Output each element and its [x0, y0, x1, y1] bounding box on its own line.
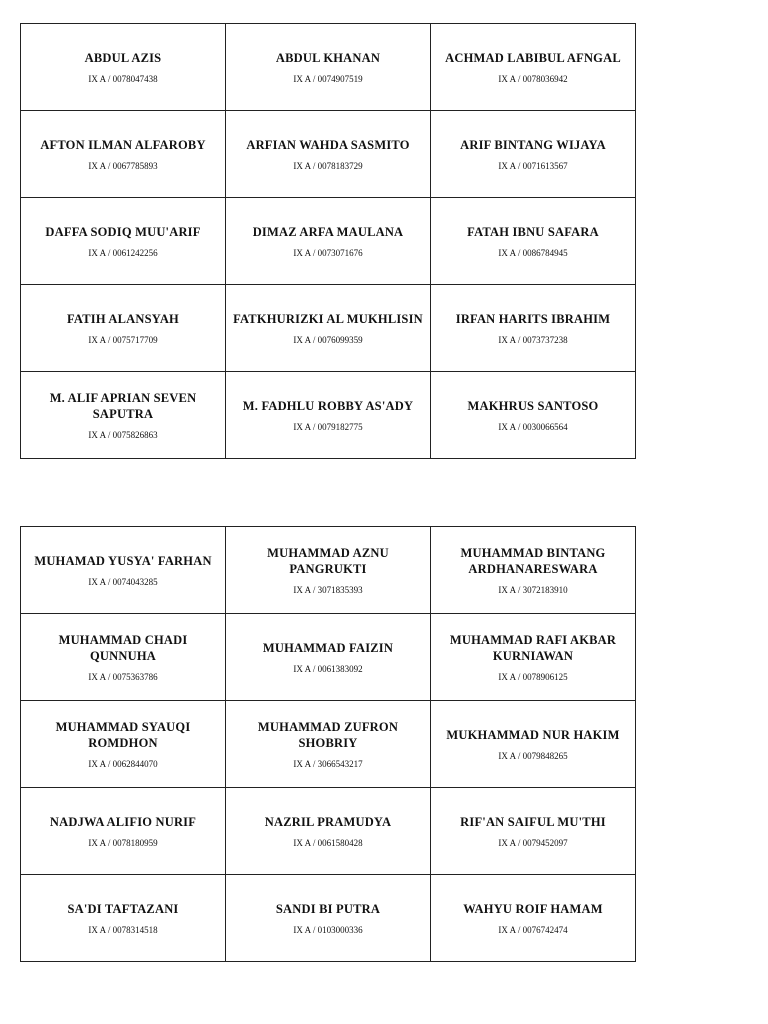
name-card: [21, 527, 226, 614]
student-id: IX A / 0062844070: [88, 758, 158, 769]
name-card: [226, 111, 431, 198]
name-card: [226, 198, 431, 285]
name-card: [431, 614, 636, 701]
student-id: IX A / 0074043285: [88, 576, 158, 587]
name-card: [226, 614, 431, 701]
student-id: IX A / 0075363786: [88, 671, 158, 682]
student-name: AFTON ILMAN ALFAROBY: [40, 137, 206, 152]
card-row: [21, 285, 636, 372]
card-row: [21, 198, 636, 285]
name-card: [431, 788, 636, 875]
student-id: IX A / 0078906125: [498, 671, 568, 682]
card-row: [21, 614, 636, 701]
name-card: [431, 875, 636, 962]
student-id: IX A / 0071613567: [498, 160, 568, 171]
card-row: [21, 788, 636, 875]
student-id: IX A / 0061242256: [88, 247, 158, 258]
name-card: [226, 527, 431, 614]
card-row: [21, 527, 636, 614]
student-name: MUKHAMMAD NUR HAKIM: [446, 727, 620, 742]
student-name: NAZRIL PRAMUDYA: [264, 814, 392, 829]
student-name: DIMAZ ARFA MAULANA: [252, 224, 404, 239]
student-name: SA'DI TAFTAZANI: [67, 901, 179, 916]
name-card-sheet-1: [20, 23, 636, 459]
name-card: [431, 372, 636, 459]
name-card: [226, 24, 431, 111]
student-name: ARIF BINTANG WIJAYA: [460, 137, 606, 152]
student-id: IX A / 3071835393: [293, 584, 363, 595]
student-name: MUHAMMAD CHADI QUNNUHA: [58, 632, 188, 663]
name-card: [226, 701, 431, 788]
student-id: IX A / 0103000336: [293, 924, 363, 935]
student-id: IX A / 0073737238: [498, 334, 568, 345]
student-id: IX A / 0074907519: [293, 73, 363, 84]
student-name: MUHAMAD YUSYA' FARHAN: [34, 553, 212, 568]
student-name: ABDUL AZIS: [84, 50, 162, 65]
student-id: IX A / 0078180959: [88, 837, 158, 848]
name-card: [21, 788, 226, 875]
student-name: FATAH IBNU SAFARA: [467, 224, 599, 239]
card-row: [21, 875, 636, 962]
student-name: M. FADHLU ROBBY AS'ADY: [242, 398, 414, 413]
student-id: IX A / 0075717709: [88, 334, 158, 345]
name-card: [226, 285, 431, 372]
student-id: IX A / 0078183729: [293, 160, 363, 171]
student-name: MUHAMMAD BINTANG ARDHANARESWARA: [460, 545, 606, 576]
name-card: [21, 701, 226, 788]
student-name: MUHAMMAD SYAUQI ROMDHON: [55, 719, 191, 750]
student-id: IX A / 0030066564: [498, 421, 568, 432]
student-id: IX A / 0061580428: [293, 837, 363, 848]
student-name: MAKHRUS SANTOSO: [467, 398, 599, 413]
student-name: M. ALIF APRIAN SEVEN SAPUTRA: [49, 390, 197, 421]
student-id: IX A / 0078036942: [498, 73, 568, 84]
student-name: RIF'AN SAIFUL MU'THI: [460, 814, 606, 829]
student-id: IX A / 3072183910: [498, 584, 568, 595]
student-id: IX A / 3066543217: [293, 758, 363, 769]
name-card: [21, 285, 226, 372]
student-name: SANDI BI PUTRA: [275, 901, 381, 916]
student-name: ARFIAN WAHDA SASMITO: [246, 137, 410, 152]
student-name: FATIH ALANSYAH: [67, 311, 179, 326]
name-card: [431, 111, 636, 198]
name-card: [21, 24, 226, 111]
card-row: [21, 372, 636, 459]
card-row: [21, 111, 636, 198]
name-card: [21, 111, 226, 198]
name-card: [431, 24, 636, 111]
name-card: [431, 198, 636, 285]
student-id: IX A / 0076099359: [293, 334, 363, 345]
student-id: IX A / 0086784945: [498, 247, 568, 258]
student-id: IX A / 0079848265: [498, 750, 568, 761]
student-name: DAFFA SODIQ MUU'ARIF: [45, 224, 201, 239]
name-card: [431, 285, 636, 372]
student-name: NADJWA ALIFIO NURIF: [49, 814, 197, 829]
name-card: [226, 788, 431, 875]
student-name: IRFAN HARITS IBRAHIM: [455, 311, 611, 326]
student-name: MUHAMMAD FAIZIN: [262, 640, 394, 655]
name-card: [431, 701, 636, 788]
student-name: MUHAMMAD ZUFRON SHOBRIY: [257, 719, 399, 750]
name-card-sheet-2: [20, 526, 636, 962]
name-card: [21, 198, 226, 285]
card-row: [21, 701, 636, 788]
student-name: MUHAMMAD RAFI AKBAR KURNIAWAN: [449, 632, 617, 663]
name-card: [21, 372, 226, 459]
name-card: [21, 875, 226, 962]
student-name: ACHMAD LABIBUL AFNGAL: [445, 50, 621, 65]
student-id: IX A / 0079452097: [498, 837, 568, 848]
student-name: ABDUL KHANAN: [275, 50, 381, 65]
student-name: FATKHURIZKI AL MUKHLISIN: [233, 311, 423, 326]
student-id: IX A / 0076742474: [498, 924, 568, 935]
name-card: [21, 614, 226, 701]
student-id: IX A / 0078314518: [88, 924, 158, 935]
student-id: IX A / 0079182775: [293, 421, 363, 432]
student-id: IX A / 0073071676: [293, 247, 363, 258]
student-name: MUHAMMAD AZNU PANGRUKTI: [267, 545, 389, 576]
student-name: WAHYU ROIF HAMAM: [463, 901, 603, 916]
student-id: IX A / 0067785893: [88, 160, 158, 171]
name-card: [226, 372, 431, 459]
card-row: [21, 24, 636, 111]
name-card: [431, 527, 636, 614]
student-id: IX A / 0075826863: [88, 429, 158, 440]
student-id: IX A / 0061383092: [293, 663, 363, 674]
name-card: [226, 875, 431, 962]
student-id: IX A / 0078047438: [88, 73, 158, 84]
